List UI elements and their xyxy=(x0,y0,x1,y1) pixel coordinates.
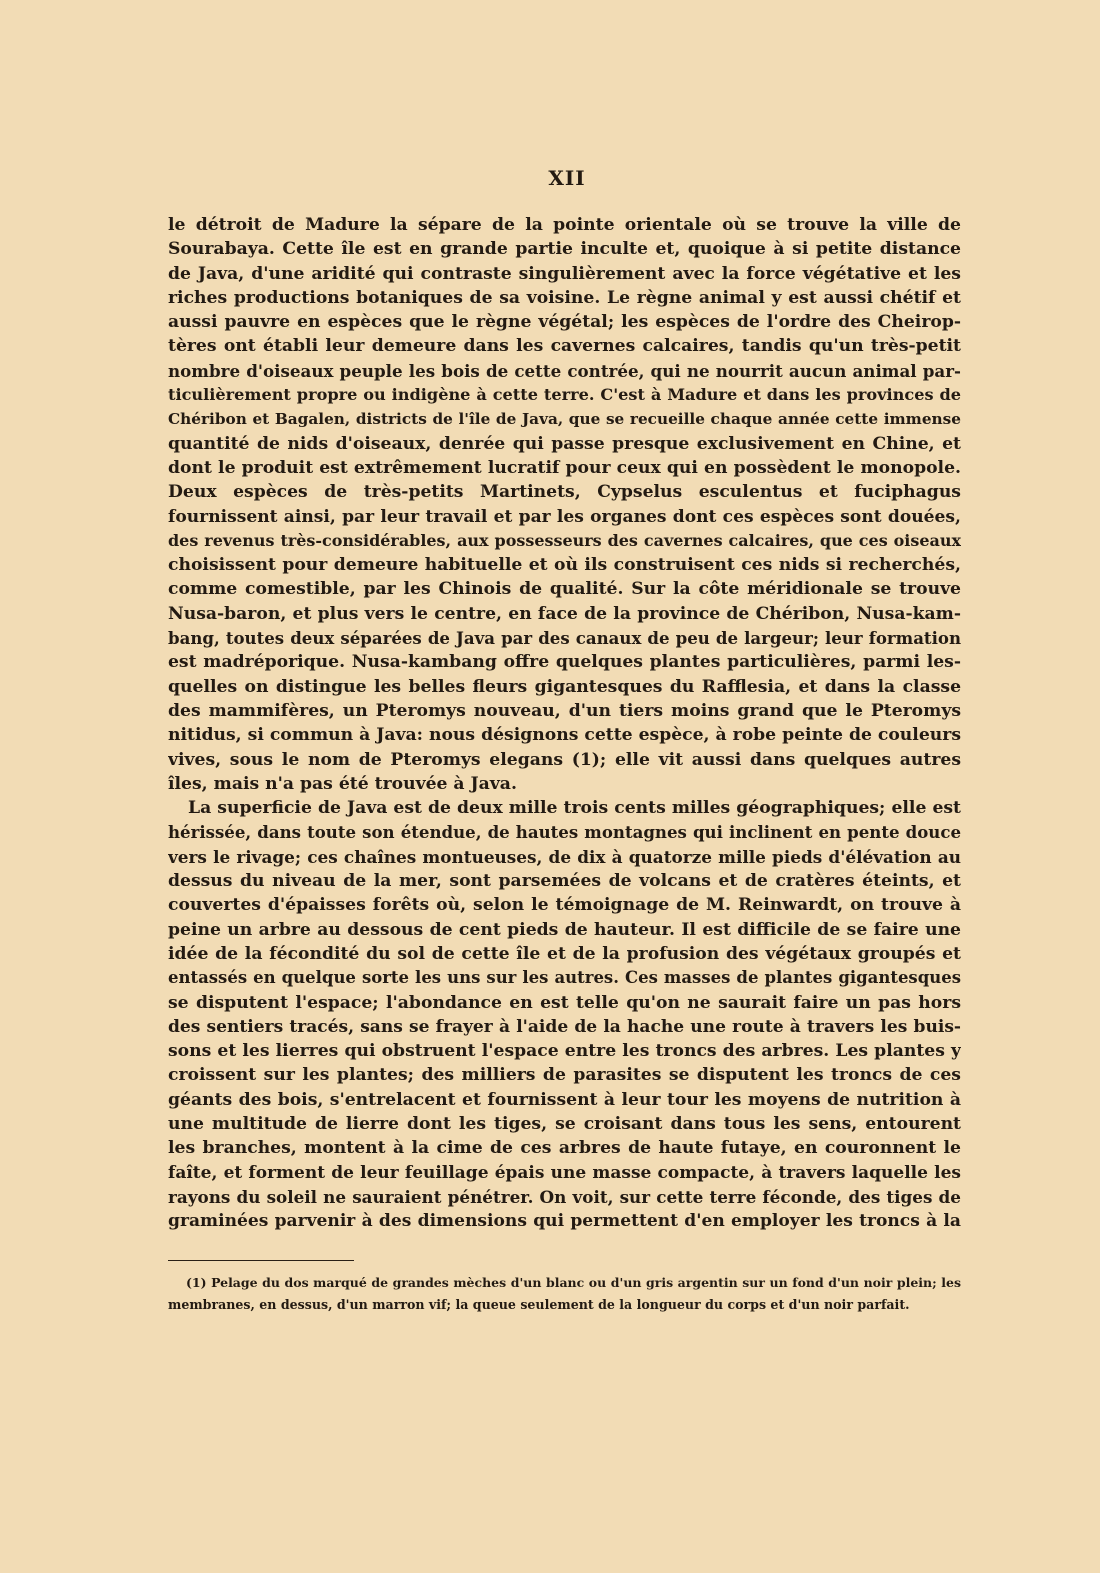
text-line: le détroit de Madure la sépare de la pointe orientale où se trouve la ville de xyxy=(168,215,961,235)
text-line: riches productions botaniques de sa voisine. Le règne animal y est aussi chétif et xyxy=(168,287,961,308)
text-line: La superficie de Java est de deux mille trois cents milles géographiques; elle est xyxy=(188,798,961,819)
text-line: peine un arbre au dessous de cent pieds de hauteur. Il est difficile de se faire une xyxy=(168,919,961,940)
text-line: croissent sur les plantes; des milliers de parasites se disputent les troncs de ces xyxy=(168,1065,961,1086)
text-line: tères ont établi leur demeure dans les cavernes calcaires, tandis qu'un très-petit xyxy=(168,336,961,357)
text-line: bang, toutes deux séparées de Java par des canaux de peu de largeur; leur formation xyxy=(168,628,961,649)
text-line: graminées parvenir à des dimensions qui permettent d'en employer les troncs à la xyxy=(168,1211,961,1232)
text-line: Chéribon et Bagalen, districts de l'île de Java, que se recueille chaque année cette immense xyxy=(168,410,961,429)
text-line: couvertes d'épaisses forêts où, selon le témoignage de M. Reinwardt, on trouve à xyxy=(168,895,961,916)
text-line: quantité de nids d'oiseaux, denrée qui passe presque exclusivement en Chine, et xyxy=(168,433,961,454)
text-line: les branches, montent à la cime de ces arbres de haute futaye, en couronnent le xyxy=(168,1138,961,1159)
text-line: entassés en quelque sorte les uns sur les autres. Ces masses de plantes gigantesques xyxy=(168,968,961,988)
footnote-line: (1) Pelage du dos marqué de grandes mèches d'un blanc ou d'un gris argentin sur un fond d'un noir plein; les xyxy=(186,1275,961,1290)
text-line: hérissée, dans toute son étendue, de hautes montagnes qui inclinent en pente douce xyxy=(168,822,961,843)
text-line: des revenus très-considérables, aux possesseurs des cavernes calcaires, que ces oiseaux xyxy=(168,530,961,550)
text-line: Sourabaya. Cette île est en grande partie inculte et, quoique à si petite distance xyxy=(168,239,961,260)
text-line: géants des bois, s'entrelacent et fournissent à leur tour les moyens de nutrition à xyxy=(168,1089,961,1110)
footnote-divider xyxy=(168,1260,354,1261)
text-line: vers le rivage; ces chaînes montueuses, de dix à quatorze mille pieds d'élévation au xyxy=(168,846,961,867)
text-line: sons et les lierres qui obstruent l'espace entre les troncs des arbres. Les plantes y xyxy=(168,1041,961,1062)
text-line: dont le produit est extrêmement lucratif pour ceux qui en possèdent le monopole. xyxy=(168,457,961,478)
text-line: rayons du soleil ne sauraient pénétrer. On voit, sur cette terre féconde, des tiges de xyxy=(168,1186,961,1207)
text-line: une multitude de lierre dont les tiges, se croisant dans tous les sens, entourent xyxy=(168,1113,961,1134)
text-line: des sentiers tracés, sans se frayer à l'aide de la hache une route à travers les buis- xyxy=(168,1016,961,1037)
text-line: choisissent pour demeure habituelle et où ils construisent ces nids si recherchés, xyxy=(168,555,961,576)
text-line: fournissent ainsi, par leur travail et par les organes dont ces espèces sont douées, xyxy=(168,506,961,527)
body-text xyxy=(168,213,961,1233)
footnote xyxy=(168,1272,961,1316)
text-line: se disputent l'espace; l'abondance en est telle qu'on ne saurait faire un pas hors xyxy=(168,992,961,1013)
text-line: faîte, et forment de leur feuillage épais une masse compacte, à travers laquelle les xyxy=(168,1162,961,1183)
text-line: vives, sous le nom de Pteromys elegans (1); elle vit aussi dans quelques autres xyxy=(168,749,961,770)
text-line: Nusa-baron, et plus vers le centre, en face de la province de Chéribon, Nusa-kam- xyxy=(168,603,961,624)
text-line: idée de la fécondité du sol de cette île et de la profusion des végétaux groupés et xyxy=(168,943,961,964)
text-line: aussi pauvre en espèces que le règne végétal; les espèces de l'ordre des Cheirop- xyxy=(168,312,961,333)
text-line: comme comestible, par les Chinois de qualité. Sur la côte méridionale se trouve xyxy=(168,579,961,600)
page-number: XII xyxy=(548,166,586,190)
text-line: est madréporique. Nusa-kambang offre quelques plantes particulières, parmi les- xyxy=(168,652,961,673)
text-line: quelles on distingue les belles fleurs gigantesques du Rafflesia, et dans la classe xyxy=(168,676,961,697)
footnote-line: membranes, en dessus, d'un marron vif; la queue seulement de la longueur du corps et d'un noir parfait. xyxy=(168,1297,910,1312)
text-line: dessus du niveau de la mer, sont parsemées de volcans et de cratères éteints, et xyxy=(168,871,961,892)
text-line: nitidus, si commun à Java: nous désignons cette espèce, à robe peinte de couleurs xyxy=(168,725,961,746)
text-line: îles, mais n'a pas été trouvée à Java. xyxy=(168,773,517,794)
text-line: de Java, d'une aridité qui contraste singulièrement avec la force végétative et les xyxy=(168,263,961,284)
text-line: Deux espèces de très-petits Martinets, Cypselus esculentus et fuciphagus xyxy=(168,482,961,503)
text-line: des mammifères, un Pteromys nouveau, d'un tiers moins grand que le Pteromys xyxy=(168,700,961,721)
text-line: nombre d'oiseaux peuple les bois de cette contrée, qui ne nourrit aucun animal par- xyxy=(168,360,961,381)
text-line: ticulièrement propre ou indigène à cette terre. C'est à Madure et dans les provinces de xyxy=(168,385,961,405)
